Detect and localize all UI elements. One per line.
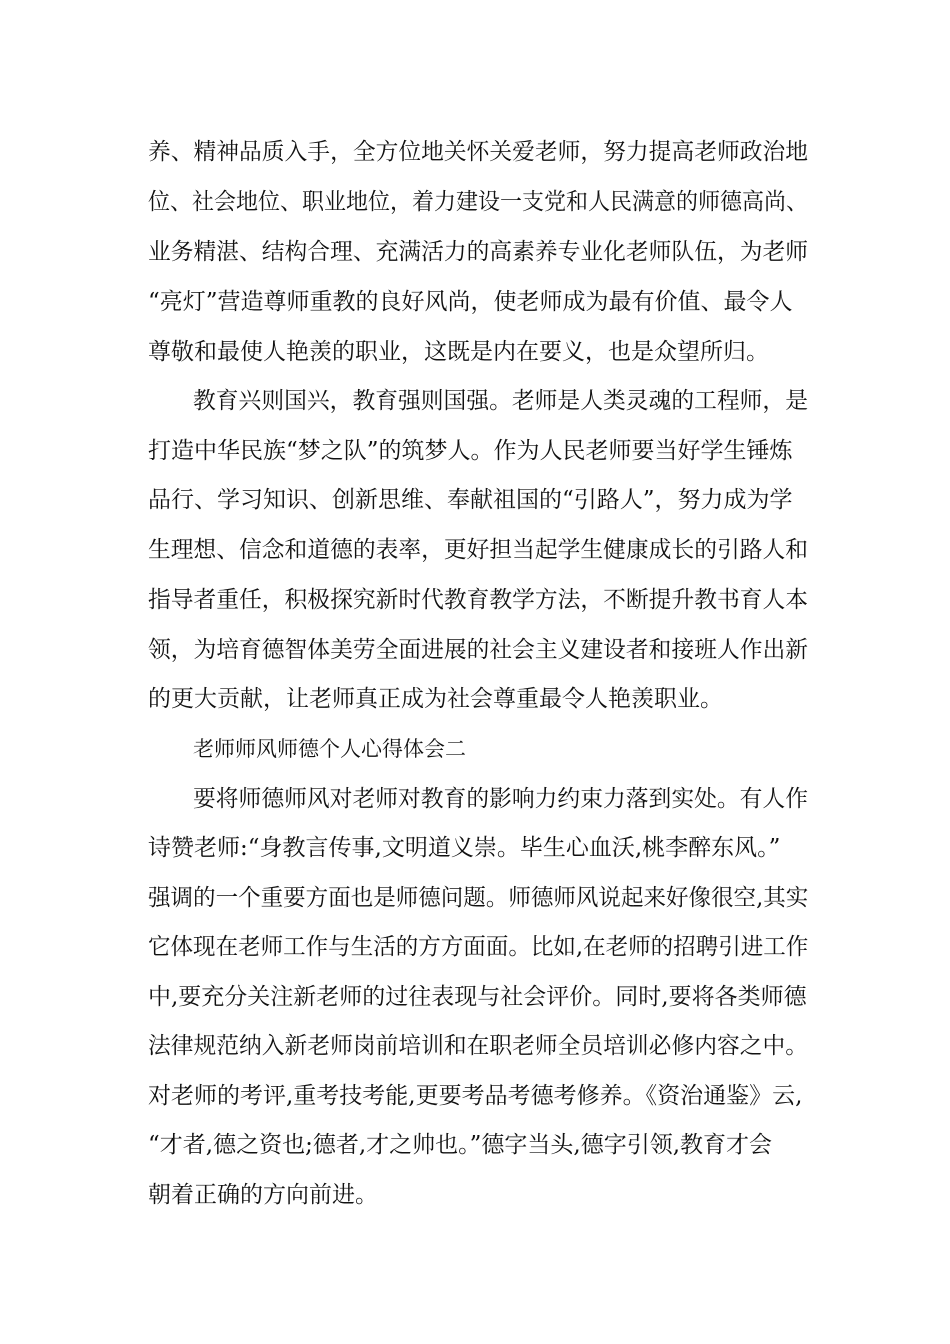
- section-heading-text: 老师师风师德个人心得体会二: [193, 737, 466, 761]
- line-text: 养、精神品质入手，全方位地关怀关爱老师，努力提高老师政治地: [148, 139, 808, 165]
- paragraph-3-line: [0, 927, 950, 967]
- line-text: 教育兴则国兴，教育强则国强。老师是人类灵魂的工程师，是: [193, 388, 808, 414]
- line-text: 对老师的考评,重考技考能,更要考品考德考修养。《资治通鉴》云,: [148, 1083, 803, 1109]
- paragraph-3-line: [0, 1076, 950, 1116]
- paragraph-2-line: [0, 431, 950, 471]
- line-text: 诗赞老师:“身教言传事,文明道义崇。毕生心血沃,桃李醉东风。”: [148, 835, 781, 861]
- paragraph-1-line: [0, 182, 950, 222]
- paragraph-2-line: [0, 381, 950, 421]
- line-text: 领，为培育德智体美劳全面进展的社会主义建设者和接班人作出新: [148, 637, 808, 663]
- line-text: 它体现在老师工作与生活的方方面面。比如,在老师的招聘引进工作: [148, 934, 809, 960]
- paragraph-3-line: [0, 828, 950, 868]
- line-text: 生理想、信念和道德的表率，更好担当起学生健康成长的引路人和: [148, 537, 808, 563]
- line-text: 业务精湛、结构合理、充满活力的高素养专业化老师队伍，为老师: [148, 239, 808, 265]
- paragraph-3-line: [0, 1175, 950, 1215]
- line-text: 指导者重任，积极探究新时代教育教学方法，不断提升教书育人本: [148, 587, 808, 613]
- line-text: 强调的一个重要方面也是师德问题。师德师风说起来好像很空,其实: [148, 885, 809, 911]
- paragraph-2-line: [0, 580, 950, 620]
- paragraph-3-line: [0, 878, 950, 918]
- paragraph-2-line: [0, 530, 950, 570]
- line-text: 的更大贡献，让老师真正成为社会尊重最令人艳羡职业。: [148, 686, 723, 712]
- line-text: 朝着正确的方向前进。: [148, 1182, 378, 1208]
- line-text: 法律规范纳入新老师岗前培训和在职老师全员培训必修内容之中。: [148, 1033, 808, 1059]
- line-text: 尊敬和最使人艳羡的职业，这既是内在要义，也是众望所归。: [148, 339, 769, 365]
- line-text: “亮灯”营造尊师重教的良好风尚，使老师成为最有价值、最令人: [148, 289, 793, 315]
- line-text: 位、社会地位、职业地位，着力建设一支党和人民满意的师德高尚、: [148, 189, 808, 215]
- line-text: 中,要充分关注新老师的过往表现与社会评价。同时,要将各类师德: [148, 984, 807, 1010]
- line-text: 打造中华民族“梦之队”的筑梦人。作为人民老师要当好学生锤炼: [148, 438, 793, 464]
- paragraph-1-line: [0, 332, 950, 372]
- paragraph-3-line: [0, 977, 950, 1017]
- paragraph-2-line: [0, 480, 950, 520]
- line-text: 要将师德师风对老师对教育的影响力约束力落到实处。有人作: [193, 786, 808, 812]
- paragraph-3-line: [0, 1026, 950, 1066]
- paragraph-3-line: [0, 779, 950, 819]
- section-heading: [0, 729, 950, 769]
- paragraph-3-line: [0, 1125, 950, 1165]
- line-text: 品行、学习知识、创新思维、奉献祖国的“引路人”，努力成为学: [148, 487, 793, 513]
- line-text: “才者,德之资也;德者,才之帅也。”德字当头,德字引领,教育才会: [148, 1132, 773, 1158]
- paragraph-1-line: [0, 282, 950, 322]
- paragraph-1-line: [0, 232, 950, 272]
- paragraph-2-line: [0, 679, 950, 719]
- paragraph-1-line: [0, 132, 950, 172]
- paragraph-2-line: [0, 630, 950, 670]
